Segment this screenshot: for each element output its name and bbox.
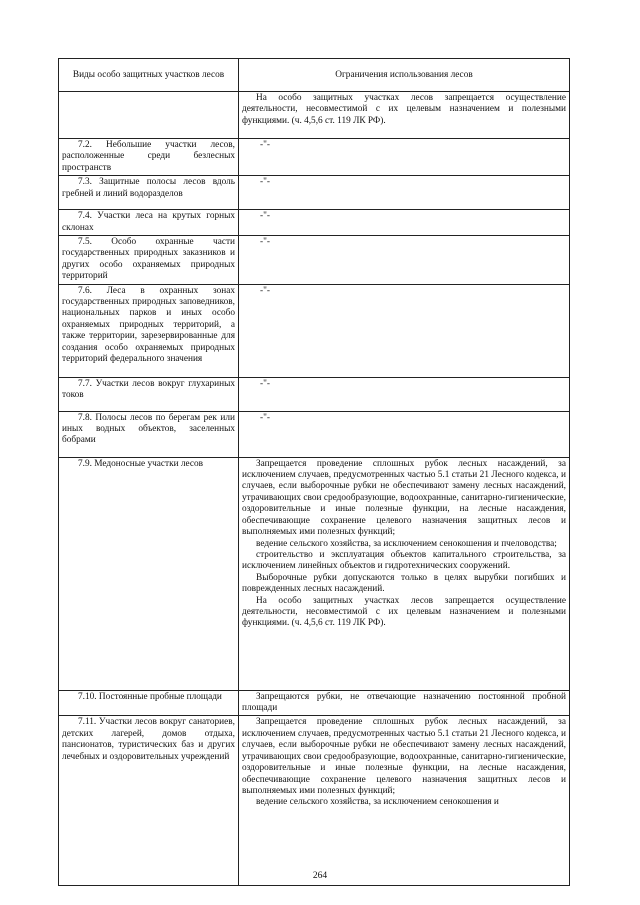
restriction-cell bbox=[239, 377, 570, 411]
area-type-cell: 7.7. Участки лесов вокруг глухариных токов bbox=[59, 377, 239, 411]
restriction-paragraph: ведение сельского хозяйства, за исключением сенокошения и bbox=[256, 797, 499, 808]
restriction-cell bbox=[239, 176, 570, 210]
page-number: 264 bbox=[312, 871, 328, 881]
area-type-cell: 7.6. Леса в охранных зонах государственных природных заповедников, национальных парков и иных особо охраняемых природных территорий, а также территории, зарезервированные для создания особо охраняемых природных территорий федерального значения bbox=[59, 284, 239, 377]
area-type-cell: 7.4. Участки леса на крутых горных склонах bbox=[59, 210, 239, 236]
restriction-paragraph: Запрещаются рубки, не отвечающие назначению постоянной пробной площади bbox=[242, 691, 566, 714]
table-row bbox=[59, 139, 570, 176]
ditto-mark: -"- bbox=[260, 285, 270, 296]
restriction-paragraph: Запрещается проведение сплошных рубок лесных насаждений, за исключением случаев, предусмотренных частью 5.1 статьи 21 Лесного кодекса, и случаев, если выборочные рубки не обеспечивают замену лесных насаждений, утрачивающих свои средообразующие, водоохранные, санитарно-гигиенические, оздоровительные и иные полезные функции, на лесные насаждения, обеспечивающие сохранение целевого назначения защитных лесов и выполняемых ими полезных функций; bbox=[242, 717, 566, 796]
table-row bbox=[59, 210, 570, 236]
ditto-mark: -"- bbox=[260, 378, 270, 389]
restriction-paragraph: На особо защитных участках лесов запрещается осуществление деятельности, несовместимой с их целевым назначением и полезными функциями. (ч. 4,5,6 ст. 119 ЛК РФ). bbox=[242, 595, 566, 629]
header-protected-area-types: Виды особо защитных участков лесов bbox=[59, 59, 239, 92]
header-usage-restrictions: Ограничения использования лесов bbox=[239, 59, 570, 92]
table-header-row bbox=[59, 59, 570, 92]
restriction-cell bbox=[239, 92, 570, 139]
table-row bbox=[59, 92, 570, 139]
ditto-mark: -"- bbox=[260, 177, 270, 188]
restriction-paragraph: Запрещается проведение сплошных рубок лесных насаждений, за исключением случаев, предусмотренных частью 5.1 статьи 21 Лесного кодекса, и случаев, если выборочные рубки не обеспечивают замену лесных насаждений, утрачивающих свои средообразующие, водоохранные, санитарно-гигиенические, оздоровительные и иные полезные функции, на лесные насаждения, обеспечивающие сохранение целевого назначения защитных лесов и выполняемых ими полезных функций; bbox=[242, 458, 566, 538]
restriction-cell bbox=[239, 210, 570, 236]
table-row bbox=[59, 690, 570, 716]
area-type-cell: 7.8. Полосы лесов по берегам рек или иных водных объектов, заселенных бобрами bbox=[59, 411, 239, 457]
table-row bbox=[59, 411, 570, 457]
area-type-cell: 7.3. Защитные полосы лесов вдоль гребней и линий водоразделов bbox=[59, 176, 239, 210]
area-type-cell: 7.5. Особо охранные части государственных природных заказников и других особо охраняемых природных территорий bbox=[59, 236, 239, 285]
ditto-mark: -"- bbox=[260, 211, 270, 222]
table-row bbox=[59, 716, 570, 886]
area-type-cell: 7.9. Медоносные участки лесов bbox=[59, 457, 239, 690]
restrictions-table bbox=[58, 58, 570, 886]
restriction-paragraph: Выборочные рубки допускаются только в целях вырубки погибших и поврежденных лесных насаждений. bbox=[242, 572, 566, 595]
area-type-cell: 7.2. Небольшие участки лесов, расположенные среди безлесных пространств bbox=[59, 139, 239, 176]
restriction-paragraph: строительство и эксплуатация объектов капитального строительства, за исключением линейных объектов и гидротехнических сооружений. bbox=[242, 549, 566, 572]
area-type-cell: 7.11. Участки лесов вокруг санаториев, детских лагерей, домов отдыха, пансионатов, туристических баз и других лечебных и оздоровительных учреждений bbox=[59, 716, 239, 886]
area-type-cell bbox=[59, 92, 239, 139]
restriction-paragraph: ведение сельского хозяйства, за исключением сенокошения и пчеловодства; bbox=[256, 538, 557, 549]
area-type-cell: 7.10. Постоянные пробные площади bbox=[59, 690, 239, 716]
restriction-cell bbox=[239, 716, 570, 886]
table-body bbox=[59, 92, 570, 886]
table-row bbox=[59, 284, 570, 377]
ditto-mark: -"- bbox=[260, 140, 270, 150]
table-row bbox=[59, 457, 570, 690]
restriction-cell bbox=[239, 284, 570, 377]
restriction-cell bbox=[239, 411, 570, 457]
table-row bbox=[59, 176, 570, 210]
restriction-paragraph: На особо защитных участках лесов запрещается осуществление деятельности, несовместимой с их целевым назначением и полезными функциями. (ч. 4,5,6 ст. 119 ЛК РФ). bbox=[242, 93, 566, 126]
restriction-cell bbox=[239, 139, 570, 176]
table-row bbox=[59, 236, 570, 285]
ditto-mark: -"- bbox=[260, 237, 270, 248]
restriction-cell bbox=[239, 457, 570, 690]
restriction-cell bbox=[239, 690, 570, 716]
table-row bbox=[59, 377, 570, 411]
restriction-cell bbox=[239, 236, 570, 285]
ditto-mark: -"- bbox=[260, 412, 270, 423]
